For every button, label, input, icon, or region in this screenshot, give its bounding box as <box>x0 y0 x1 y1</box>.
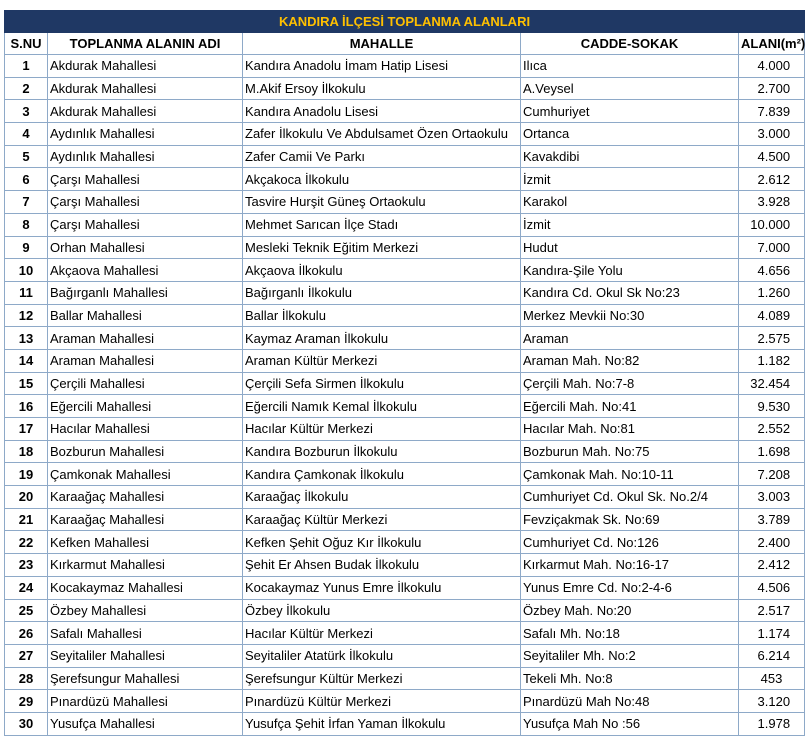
area-size: 2.700 <box>739 77 805 100</box>
neighborhood-place: Zafer İlkokulu Ve Abdulsamet Özen Ortaokulu <box>243 123 521 146</box>
area-size: 2.412 <box>739 554 805 577</box>
row-number: 5 <box>5 145 48 168</box>
neighborhood-place: Hacılar Kültür Merkezi <box>243 622 521 645</box>
table-row <box>5 667 805 690</box>
neighborhood-place: Karaağaç İlkokulu <box>243 486 521 509</box>
row-number: 14 <box>5 349 48 372</box>
row-number: 3 <box>5 100 48 123</box>
street: İzmit <box>521 213 739 236</box>
table-row <box>5 418 805 441</box>
area-size: 3.928 <box>739 191 805 214</box>
row-number: 8 <box>5 213 48 236</box>
neighborhood-place: Kocakaymaz Yunus Emre İlkokulu <box>243 576 521 599</box>
row-number: 12 <box>5 304 48 327</box>
street: Araman Mah. No:82 <box>521 349 739 372</box>
area-name: Özbey Mahallesi <box>48 599 243 622</box>
area-size: 2.517 <box>739 599 805 622</box>
street: Eğercili Mah. No:41 <box>521 395 739 418</box>
row-number: 24 <box>5 576 48 599</box>
area-size: 1.978 <box>739 712 805 735</box>
table-row <box>5 622 805 645</box>
table-row <box>5 304 805 327</box>
street: Çerçili Mah. No:7-8 <box>521 372 739 395</box>
table-row <box>5 100 805 123</box>
row-number: 4 <box>5 123 48 146</box>
table-row <box>5 168 805 191</box>
area-name: Araman Mahallesi <box>48 327 243 350</box>
area-name: Çarşı Mahallesi <box>48 213 243 236</box>
area-name: Akçaova Mahallesi <box>48 259 243 282</box>
table-row <box>5 349 805 372</box>
neighborhood-place: Özbey İlkokulu <box>243 599 521 622</box>
area-size: 453 <box>739 667 805 690</box>
area-name: Şerefsungur Mahallesi <box>48 667 243 690</box>
neighborhood-place: Kandıra Çamkonak İlkokulu <box>243 463 521 486</box>
header-row <box>5 33 805 55</box>
street: Ortanca <box>521 123 739 146</box>
area-size: 2.552 <box>739 418 805 441</box>
row-number: 6 <box>5 168 48 191</box>
area-size: 4.000 <box>739 55 805 78</box>
neighborhood-place: Şerefsungur Kültür Merkezi <box>243 667 521 690</box>
table-row <box>5 259 805 282</box>
row-number: 19 <box>5 463 48 486</box>
table-row <box>5 486 805 509</box>
area-name: Hacılar Mahallesi <box>48 418 243 441</box>
street: Hacılar Mah. No:81 <box>521 418 739 441</box>
area-name: Çarşı Mahallesi <box>48 191 243 214</box>
area-name: Çerçili Mahallesi <box>48 372 243 395</box>
area-name: Kırkarmut Mahallesi <box>48 554 243 577</box>
row-number: 13 <box>5 327 48 350</box>
area-size: 6.214 <box>739 644 805 667</box>
row-number: 16 <box>5 395 48 418</box>
street: Tekeli Mh. No:8 <box>521 667 739 690</box>
neighborhood-place: Ballar İlkokulu <box>243 304 521 327</box>
area-size: 3.000 <box>739 123 805 146</box>
header-alan: ALANI(m²) <box>739 33 805 55</box>
area-size: 2.575 <box>739 327 805 350</box>
table-row <box>5 372 805 395</box>
table-row <box>5 145 805 168</box>
street: Yusufça Mah No :56 <box>521 712 739 735</box>
area-size: 9.530 <box>739 395 805 418</box>
street: Kırkarmut Mah. No:16-17 <box>521 554 739 577</box>
header-sira-no: S.NU <box>5 33 48 55</box>
area-name: Akdurak Mahallesi <box>48 55 243 78</box>
area-size: 1.698 <box>739 440 805 463</box>
row-number: 2 <box>5 77 48 100</box>
row-number: 30 <box>5 712 48 735</box>
area-name: Araman Mahallesi <box>48 349 243 372</box>
row-number: 28 <box>5 667 48 690</box>
table-row <box>5 690 805 713</box>
street: Kandıra Cd. Okul Sk No:23 <box>521 281 739 304</box>
table-title: KANDIRA İLÇESİ TOPLANMA ALANLARI <box>5 11 805 33</box>
area-name: Karaağaç Mahallesi <box>48 508 243 531</box>
row-number: 15 <box>5 372 48 395</box>
neighborhood-place: Kandıra Bozburun İlkokulu <box>243 440 521 463</box>
street: Cumhuriyet Cd. Okul Sk. No.2/4 <box>521 486 739 509</box>
title-row <box>5 11 805 33</box>
table-row <box>5 463 805 486</box>
table-row <box>5 599 805 622</box>
area-size: 4.089 <box>739 304 805 327</box>
street: Özbey Mah. No:20 <box>521 599 739 622</box>
street: Ilıca <box>521 55 739 78</box>
neighborhood-place: Kaymaz Araman İlkokulu <box>243 327 521 350</box>
table-row <box>5 77 805 100</box>
table-row <box>5 327 805 350</box>
area-size: 32.454 <box>739 372 805 395</box>
table-row <box>5 395 805 418</box>
neighborhood-place: Kefken Şehit Oğuz Kır İlkokulu <box>243 531 521 554</box>
row-number: 18 <box>5 440 48 463</box>
assembly-areas-table <box>4 10 805 736</box>
table-row <box>5 576 805 599</box>
area-size: 4.506 <box>739 576 805 599</box>
row-number: 10 <box>5 259 48 282</box>
row-number: 22 <box>5 531 48 554</box>
area-name: Bozburun Mahallesi <box>48 440 243 463</box>
area-name: Çarşı Mahallesi <box>48 168 243 191</box>
neighborhood-place: Tasvire Hurşit Güneş Ortaokulu <box>243 191 521 214</box>
neighborhood-place: Hacılar Kültür Merkezi <box>243 418 521 441</box>
neighborhood-place: M.Akif Ersoy İlkokulu <box>243 77 521 100</box>
neighborhood-place: Akçaova İlkokulu <box>243 259 521 282</box>
street: Çamkonak Mah. No:10-11 <box>521 463 739 486</box>
row-number: 20 <box>5 486 48 509</box>
area-size: 7.839 <box>739 100 805 123</box>
area-size: 1.182 <box>739 349 805 372</box>
neighborhood-place: Şehit Er Ahsen Budak İlkokulu <box>243 554 521 577</box>
area-name: Eğercili Mahallesi <box>48 395 243 418</box>
area-size: 7.208 <box>739 463 805 486</box>
area-size: 1.260 <box>739 281 805 304</box>
area-size: 3.789 <box>739 508 805 531</box>
area-name: Aydınlık Mahallesi <box>48 145 243 168</box>
row-number: 17 <box>5 418 48 441</box>
row-number: 25 <box>5 599 48 622</box>
header-mahalle: MAHALLE <box>243 33 521 55</box>
row-number: 1 <box>5 55 48 78</box>
area-name: Kocakaymaz Mahallesi <box>48 576 243 599</box>
area-name: Seyitaliler Mahallesi <box>48 644 243 667</box>
row-number: 29 <box>5 690 48 713</box>
street: Kandıra-Şile Yolu <box>521 259 739 282</box>
neighborhood-place: Kandıra Anadolu İmam Hatip Lisesi <box>243 55 521 78</box>
area-name: Akdurak Mahallesi <box>48 100 243 123</box>
street: Fevziçakmak Sk. No:69 <box>521 508 739 531</box>
area-name: Bağırganlı Mahallesi <box>48 281 243 304</box>
table-row <box>5 712 805 735</box>
area-size: 1.174 <box>739 622 805 645</box>
area-size: 2.612 <box>739 168 805 191</box>
header-cadde-sokak: CADDE-SOKAK <box>521 33 739 55</box>
table-row <box>5 554 805 577</box>
street: Seyitaliler Mh. No:2 <box>521 644 739 667</box>
area-name: Ballar Mahallesi <box>48 304 243 327</box>
table-row <box>5 440 805 463</box>
row-number: 23 <box>5 554 48 577</box>
table-row <box>5 55 805 78</box>
area-name: Aydınlık Mahallesi <box>48 123 243 146</box>
neighborhood-place: Zafer Camii Ve Parkı <box>243 145 521 168</box>
table-row <box>5 236 805 259</box>
street: Karakol <box>521 191 739 214</box>
row-number: 11 <box>5 281 48 304</box>
neighborhood-place: Çerçili Sefa Sirmen İlkokulu <box>243 372 521 395</box>
neighborhood-place: Mehmet Sarıcan İlçe Stadı <box>243 213 521 236</box>
table-row <box>5 281 805 304</box>
table-row <box>5 213 805 236</box>
area-name: Pınardüzü Mahallesi <box>48 690 243 713</box>
table-body <box>5 55 805 736</box>
row-number: 27 <box>5 644 48 667</box>
table-row <box>5 191 805 214</box>
neighborhood-place: Kandıra Anadolu Lisesi <box>243 100 521 123</box>
area-name: Orhan Mahallesi <box>48 236 243 259</box>
area-name: Karaağaç Mahallesi <box>48 486 243 509</box>
area-size: 10.000 <box>739 213 805 236</box>
table-row <box>5 644 805 667</box>
area-name: Çamkonak Mahallesi <box>48 463 243 486</box>
street: Pınardüzü Mah No:48 <box>521 690 739 713</box>
neighborhood-place: Seyitaliler Atatürk İlkokulu <box>243 644 521 667</box>
street: Cumhuriyet <box>521 100 739 123</box>
neighborhood-place: Karaağaç Kültür Merkezi <box>243 508 521 531</box>
area-name: Safalı Mahallesi <box>48 622 243 645</box>
row-number: 9 <box>5 236 48 259</box>
row-number: 7 <box>5 191 48 214</box>
header-toplanma-alani: TOPLANMA ALANIN ADI <box>48 33 243 55</box>
street: Yunus Emre Cd. No:2-4-6 <box>521 576 739 599</box>
row-number: 21 <box>5 508 48 531</box>
table-row <box>5 123 805 146</box>
area-size: 4.656 <box>739 259 805 282</box>
street: Safalı Mh. No:18 <box>521 622 739 645</box>
neighborhood-place: Yusufça Şehit İrfan Yaman İlkokulu <box>243 712 521 735</box>
area-size: 3.003 <box>739 486 805 509</box>
area-size: 7.000 <box>739 236 805 259</box>
area-name: Yusufça Mahallesi <box>48 712 243 735</box>
neighborhood-place: Pınardüzü Kültür Merkezi <box>243 690 521 713</box>
area-size: 2.400 <box>739 531 805 554</box>
street: Araman <box>521 327 739 350</box>
street: Merkez Mevkii No:30 <box>521 304 739 327</box>
street: A.Veysel <box>521 77 739 100</box>
street: Cumhuriyet Cd. No:126 <box>521 531 739 554</box>
row-number: 26 <box>5 622 48 645</box>
neighborhood-place: Mesleki Teknik Eğitim Merkezi <box>243 236 521 259</box>
street: Bozburun Mah. No:75 <box>521 440 739 463</box>
street: İzmit <box>521 168 739 191</box>
area-size: 3.120 <box>739 690 805 713</box>
area-name: Kefken Mahallesi <box>48 531 243 554</box>
street: Kavakdibi <box>521 145 739 168</box>
neighborhood-place: Bağırganlı İlkokulu <box>243 281 521 304</box>
neighborhood-place: Eğercili Namık Kemal İlkokulu <box>243 395 521 418</box>
table-row <box>5 508 805 531</box>
area-name: Akdurak Mahallesi <box>48 77 243 100</box>
street: Hudut <box>521 236 739 259</box>
area-size: 4.500 <box>739 145 805 168</box>
neighborhood-place: Araman Kültür Merkezi <box>243 349 521 372</box>
table-row <box>5 531 805 554</box>
neighborhood-place: Akçakoca İlkokulu <box>243 168 521 191</box>
